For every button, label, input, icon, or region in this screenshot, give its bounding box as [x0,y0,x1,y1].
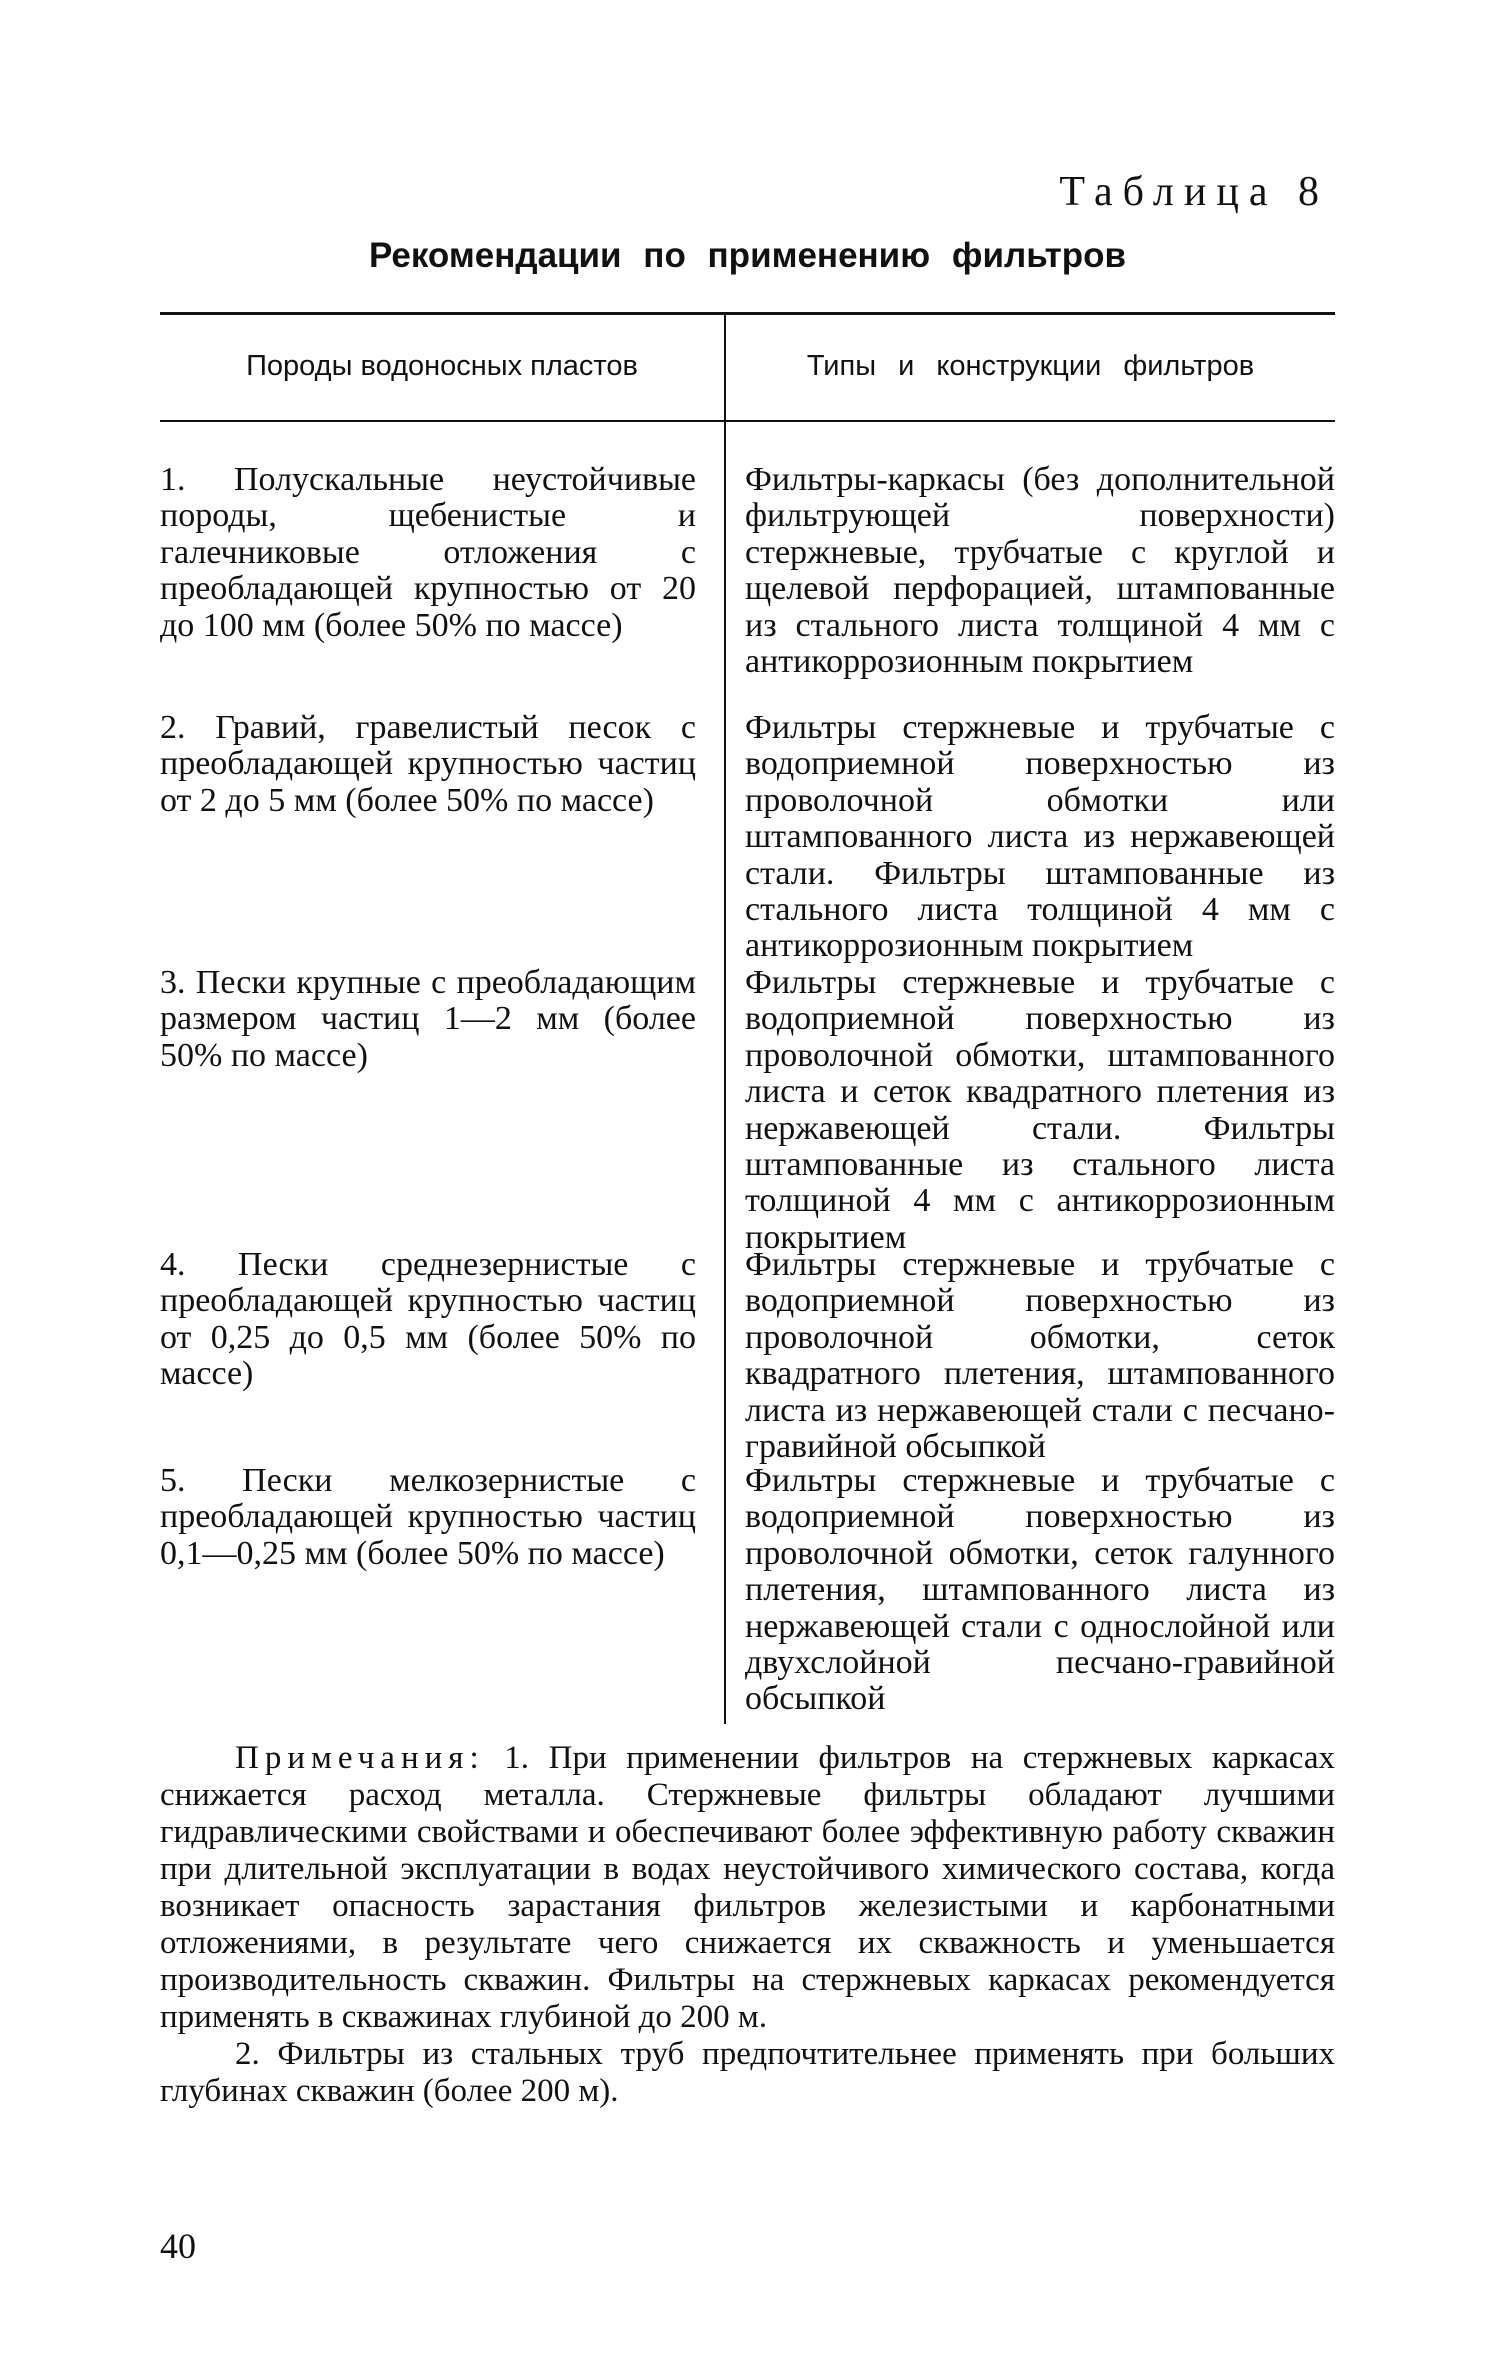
row-4-rock: 4. Пески среднезернистые с преобладающей крупностью частиц от 0,25 до 0,5 мм (более 50% по массе) [160,1246,696,1393]
table-title: Рекомендации по применению фильтров [368,236,1127,275]
column-divider [724,314,726,1724]
row-5-rock: 5. Пески мелкозернистые с преобладающей крупностью частиц 0,1—0,25 мм (более 50% по массе) [160,1462,696,1572]
row-4-filter: Фильтры стержневые и трубчатые с водоприемной поверхностью из проволочной обмотки, сеток квадратного плетения, штампованного листа из нержавеющей стали с песчано-гравийной обсыпкой [745,1246,1335,1466]
table-header-rule [160,420,1335,422]
row-1-filter: Фильтры-каркасы (без дополнительной фильтрующей поверхности) стержневые, трубчатые с круглой и щелевой перфорацией, штампованные из стального листа толщиной 4 мм с антикоррозионным покрытием [745,461,1335,681]
notes-label: Примечания: [235,1740,485,1776]
row-1-rock: 1. Полускальные неустойчивые породы, щебенистые и галечниковые отложения с преобладающей крупностью от 20 до 100 мм (более 50% по массе) [160,461,696,644]
note-1 [160,1740,1335,2036]
column-header-rocks: Породы водоносных пластов [246,350,638,382]
row-3-filter: Фильтры стержневые и трубчатые с водоприемной поверхностью из проволочной обмотки, штампованного листа и сеток квадратного плетения из нержавеющей стали. Фильтры штампованные из стального листа толщиной 4 мм с антикоррозионным покрытием [745,964,1335,1256]
row-2-rock: 2. Гравий, гравелистый песок с преобладающей крупностью частиц от 2 до 5 мм (более 50% по массе) [160,709,696,819]
row-3-rock: 3. Пески крупные с преобладающим размером частиц 1—2 мм (более 50% по массе) [160,964,696,1074]
row-5-filter: Фильтры стержневые и трубчатые с водоприемной поверхностью из проволочной обмотки, сеток галунного плетения, штампованного листа из нержавеющей стали с однослойной или двухслойной песчано-гравийной обсыпкой [745,1462,1335,1718]
note-2: 2. Фильтры из стальных труб предпочтительнее применять при больших глубинах скважин (более 200 м). [160,2036,1335,2109]
row-2-filter: Фильтры стержневые и трубчатые с водоприемной поверхностью из проволочной обмотки или штампованного листа из нержавеющей стали. Фильтры штампованные из стального листа толщиной 4 мм с антикоррозионным покрытием [745,709,1335,965]
table-number: Таблица 8 [1059,169,1329,215]
column-header-filters: Типы и конструкции фильтров [806,350,1255,382]
page-number: 40 [160,2226,196,2266]
note-1-text: 1. При применении фильтров на стержневых каркасах снижается расход металла. Стержневые фильтры обладают лучшими гидравлическими свойствами и обеспечивают более эффективную работу скважин при длительной эксплуатации в водах неустойчивого химического состава, когда возникает опасность зарастания фильтров железистыми и карбонатными отложениями, в результате чего снижается их скважность и уменьшается производительность скважин. Фильтры на стержневых каркасах рекомендуется применять в скважинах глубиной до 200 м. [160,1740,1336,2035]
table-top-rule [160,312,1335,315]
table-notes [160,1740,1335,2110]
